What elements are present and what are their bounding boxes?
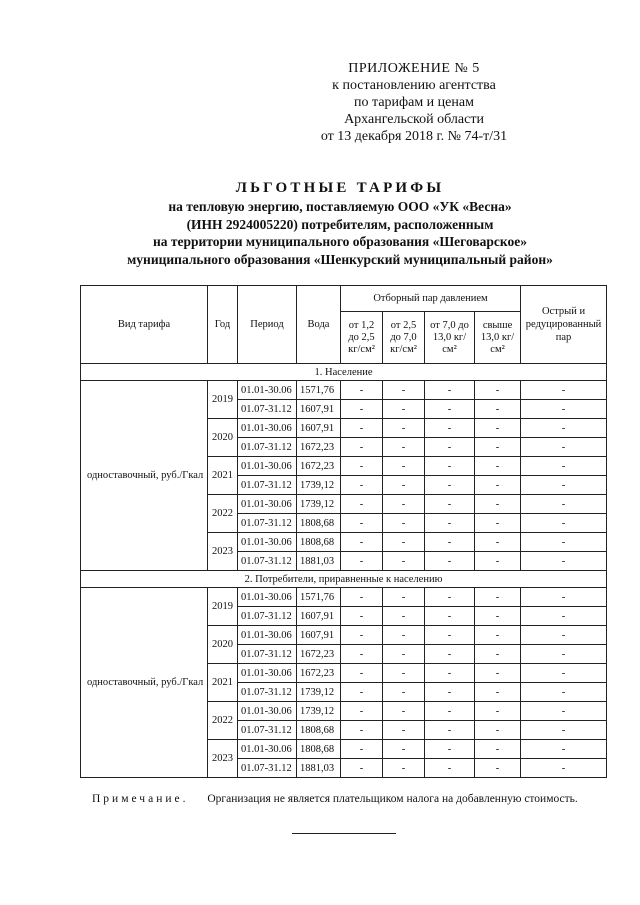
empty-value-cell: - [383,400,425,419]
empty-value-cell: - [475,588,521,607]
empty-value-cell: - [425,476,475,495]
empty-value-cell: - [341,419,383,438]
water-price-cell: 1739,12 [297,683,341,702]
section-row [81,571,607,588]
water-price-cell: 1808,68 [297,533,341,552]
empty-value-cell: - [341,438,383,457]
tariff-table-body [81,364,607,778]
empty-value-cell: - [341,721,383,740]
empty-value-cell: - [425,514,475,533]
water-price-cell: 1607,91 [297,626,341,645]
title-line-4: муниципального образования «Шенкурский муниципальный район» [127,251,553,267]
empty-value-cell: - [341,588,383,607]
empty-value-cell: - [383,645,425,664]
empty-value-cell: - [341,457,383,476]
empty-value-cell: - [521,514,607,533]
empty-value-cell: - [521,588,607,607]
empty-value-cell: - [475,683,521,702]
empty-value-cell: - [383,683,425,702]
empty-value-cell: - [425,607,475,626]
title-line-3: на территории муниципального образования «Шеговарское» [152,234,528,249]
empty-value-cell: - [521,476,607,495]
appendix-line-4: Архангельской области [344,112,484,127]
period-cell: 01.07-31.12 [238,607,297,626]
empty-value-cell: - [425,759,475,778]
empty-value-cell: - [341,607,383,626]
period-cell: 01.07-31.12 [238,683,297,702]
period-cell: 01.01-30.06 [238,588,297,607]
empty-value-cell: - [425,588,475,607]
empty-value-cell: - [383,533,425,552]
water-price-cell: 1672,23 [297,664,341,683]
empty-value-cell: - [383,759,425,778]
period-cell: 01.01-30.06 [238,740,297,759]
empty-value-cell: - [425,740,475,759]
empty-value-cell: - [341,381,383,400]
water-price-cell: 1808,68 [297,514,341,533]
empty-value-cell: - [425,683,475,702]
empty-value-cell: - [341,533,383,552]
empty-value-cell: - [425,645,475,664]
period-cell: 01.07-31.12 [238,645,297,664]
empty-value-cell: - [521,759,607,778]
empty-value-cell: - [383,607,425,626]
period-cell: 01.01-30.06 [238,626,297,645]
empty-value-cell: - [475,419,521,438]
period-cell: 01.01-30.06 [238,419,297,438]
empty-value-cell: - [521,645,607,664]
period-cell: 01.01-30.06 [238,533,297,552]
header-pressure-2: от 2,5 до 7,0 кг/см² [383,312,425,364]
empty-value-cell: - [425,533,475,552]
empty-value-cell: - [475,759,521,778]
period-cell: 01.01-30.06 [238,702,297,721]
header-pressure-1: от 1,2 до 2,5 кг/см² [341,312,383,364]
empty-value-cell: - [383,457,425,476]
closing-divider [292,833,396,834]
empty-value-cell: - [341,626,383,645]
water-price-cell: 1808,68 [297,721,341,740]
empty-value-cell: - [341,514,383,533]
header-year: Год [208,286,238,364]
header-tariff-type: Вид тарифа [81,286,208,364]
title-main: ЛЬГОТНЫЕ ТАРИФЫ [235,180,445,196]
header-extraction-steam: Отборный пар давлением [341,286,521,312]
year-cell: 2020 [208,419,238,457]
period-cell: 01.07-31.12 [238,400,297,419]
empty-value-cell: - [383,419,425,438]
footnote-label: Примечание. [92,793,189,805]
period-cell: 01.01-30.06 [238,495,297,514]
empty-value-cell: - [425,721,475,740]
empty-value-cell: - [475,533,521,552]
water-price-cell: 1739,12 [297,495,341,514]
period-cell: 01.07-31.12 [238,552,297,571]
empty-value-cell: - [341,759,383,778]
empty-value-cell: - [425,438,475,457]
empty-value-cell: - [475,438,521,457]
empty-value-cell: - [383,721,425,740]
empty-value-cell: - [383,626,425,645]
empty-value-cell: - [521,400,607,419]
footnote-text: Организация не является плательщиком налога на добавленную стоимость. [207,793,578,805]
empty-value-cell: - [521,419,607,438]
empty-value-cell: - [341,740,383,759]
empty-value-cell: - [383,438,425,457]
water-price-cell: 1808,68 [297,740,341,759]
empty-value-cell: - [521,740,607,759]
water-price-cell: 1607,91 [297,607,341,626]
empty-value-cell: - [425,664,475,683]
tariff-type-cell: одноставочный, руб./Гкал [81,588,208,778]
empty-value-cell: - [425,495,475,514]
empty-value-cell: - [475,400,521,419]
empty-value-cell: - [383,381,425,400]
period-cell: 01.01-30.06 [238,664,297,683]
empty-value-cell: - [383,702,425,721]
period-cell: 01.01-30.06 [238,381,297,400]
appendix-date: от 13 декабря 2018 г. № 74-т/31 [320,129,508,144]
section-title: 2. Потребители, приравненные к населению [81,571,607,588]
empty-value-cell: - [475,645,521,664]
empty-value-cell: - [475,381,521,400]
empty-value-cell: - [383,664,425,683]
empty-value-cell: - [341,495,383,514]
empty-value-cell: - [341,400,383,419]
table-row [81,588,607,607]
period-cell: 01.07-31.12 [238,514,297,533]
empty-value-cell: - [425,702,475,721]
empty-value-cell: - [383,552,425,571]
water-price-cell: 1607,91 [297,419,341,438]
empty-value-cell: - [475,457,521,476]
header-pressure-4: свыше 13,0 кг/см² [475,312,521,364]
water-price-cell: 1672,23 [297,457,341,476]
table-row [81,381,607,400]
empty-value-cell: - [383,476,425,495]
water-price-cell: 1672,23 [297,438,341,457]
title-line-1: на тепловую энергию, поставляемую ООО «УК «Весна» [168,199,512,214]
header-period: Период [238,286,297,364]
header-pressure-3: от 7,0 до 13,0 кг/см² [425,312,475,364]
water-price-cell: 1881,03 [297,552,341,571]
year-cell: 2021 [208,664,238,702]
empty-value-cell: - [341,702,383,721]
empty-value-cell: - [521,457,607,476]
empty-value-cell: - [521,533,607,552]
water-price-cell: 1739,12 [297,702,341,721]
empty-value-cell: - [475,514,521,533]
empty-value-cell: - [521,721,607,740]
empty-value-cell: - [521,381,607,400]
empty-value-cell: - [425,400,475,419]
period-cell: 01.07-31.12 [238,721,297,740]
water-price-cell: 1881,03 [297,759,341,778]
empty-value-cell: - [341,664,383,683]
empty-value-cell: - [383,740,425,759]
empty-value-cell: - [521,552,607,571]
empty-value-cell: - [521,664,607,683]
empty-value-cell: - [341,552,383,571]
empty-value-cell: - [475,476,521,495]
empty-value-cell: - [475,552,521,571]
empty-value-cell: - [521,607,607,626]
empty-value-cell: - [425,457,475,476]
year-cell: 2022 [208,702,238,740]
period-cell: 01.07-31.12 [238,476,297,495]
appendix-number: ПРИЛОЖЕНИЕ № 5 [348,61,480,76]
period-cell: 01.07-31.12 [238,438,297,457]
appendix-line-2: к постановлению агентства [332,78,496,93]
empty-value-cell: - [341,645,383,664]
year-cell: 2022 [208,495,238,533]
appendix-header [284,60,544,145]
empty-value-cell: - [425,552,475,571]
empty-value-cell: - [475,721,521,740]
water-price-cell: 1607,91 [297,400,341,419]
year-cell: 2019 [208,588,238,626]
header-live-steam: Острый и редуцированный пар [521,286,607,364]
period-cell: 01.07-31.12 [238,759,297,778]
title-line-2: (ИНН 2924005220) потребителям, расположенным [186,216,494,232]
empty-value-cell: - [383,514,425,533]
empty-value-cell: - [425,626,475,645]
year-cell: 2020 [208,626,238,664]
empty-value-cell: - [521,438,607,457]
year-cell: 2023 [208,740,238,778]
year-cell: 2023 [208,533,238,571]
empty-value-cell: - [425,381,475,400]
tariff-type-cell: одноставочный, руб./Гкал [81,381,208,571]
empty-value-cell: - [521,683,607,702]
empty-value-cell: - [521,702,607,721]
period-cell: 01.01-30.06 [238,457,297,476]
empty-value-cell: - [521,626,607,645]
year-cell: 2019 [208,381,238,419]
header-water: Вода [297,286,341,364]
empty-value-cell: - [475,495,521,514]
empty-value-cell: - [475,664,521,683]
year-cell: 2021 [208,457,238,495]
empty-value-cell: - [383,495,425,514]
empty-value-cell: - [341,476,383,495]
empty-value-cell: - [341,683,383,702]
tariff-table [80,285,607,778]
water-price-cell: 1672,23 [297,645,341,664]
empty-value-cell: - [383,588,425,607]
appendix-line-3: по тарифам и ценам [354,95,474,110]
empty-value-cell: - [475,740,521,759]
empty-value-cell: - [475,702,521,721]
empty-value-cell: - [475,607,521,626]
footnote [92,793,578,805]
water-price-cell: 1571,76 [297,588,341,607]
empty-value-cell: - [425,419,475,438]
section-title: 1. Население [81,364,607,381]
water-price-cell: 1571,76 [297,381,341,400]
section-row [81,364,607,381]
empty-value-cell: - [521,495,607,514]
document-title [60,178,620,268]
empty-value-cell: - [475,626,521,645]
water-price-cell: 1739,12 [297,476,341,495]
